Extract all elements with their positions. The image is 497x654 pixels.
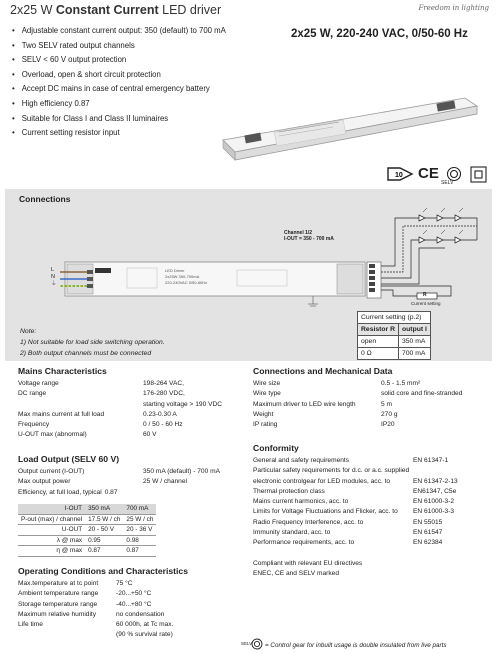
title-prefix: 2x25 W (10, 3, 56, 17)
table-cell: 0.95 (85, 535, 123, 546)
spec-value: 350 mA (default) - 700 mA (143, 468, 220, 475)
pin-earth: ⏚ (51, 281, 57, 287)
svg-text:220-240VAC 0/50-60Hz: 220-240VAC 0/50-60Hz (165, 280, 208, 285)
spec-key: Max mains current at full load (18, 410, 105, 418)
connection-notes (20, 326, 165, 359)
footer-selv-label: SELV (241, 641, 253, 646)
spec-value: EN 61000-3-3 (413, 508, 455, 516)
footer-note: = Control gear for inbuilt usage is double insulated from live parts (265, 642, 447, 649)
resistor-label: R (423, 292, 427, 298)
spec-key: Efficiency, at full load, typical (18, 488, 102, 496)
spec-key: Storage temperature range (18, 600, 98, 608)
spec-row (253, 410, 462, 420)
table-row (358, 348, 431, 360)
spec-row (253, 528, 458, 538)
channel-label: Channel 1/2 (284, 230, 313, 236)
spec-row (253, 497, 458, 507)
spec-row (253, 466, 458, 476)
feature-item: • Two SELV rated output channels (12, 39, 226, 54)
spec-key: Wire size (253, 380, 281, 387)
spec-row (18, 420, 222, 430)
spec-row (18, 488, 220, 498)
spec-value: no condensation (116, 610, 165, 618)
table-row (18, 525, 156, 536)
spec-value: IP20 (381, 421, 395, 429)
table-cell: 20 - 50 V (85, 525, 123, 536)
spec-value: 198-264 VAC, (143, 380, 184, 387)
load-list (18, 467, 220, 498)
spec-key: Maximum relative humidity (18, 610, 97, 618)
table-cell: 0.87 (85, 546, 123, 557)
operating-list (18, 579, 173, 641)
class2-mark-icon (468, 164, 490, 186)
feature-list (12, 24, 226, 141)
product-subtitle: 2x25 W, 220-240 VAC, 0/50-60 Hz (291, 28, 468, 40)
table-cell: λ @ max (18, 535, 85, 546)
pin-n: N (51, 274, 55, 280)
spec-value: 0.5 - 1.5 mm² (381, 380, 421, 387)
spec-value: solid core and fine-stranded (381, 390, 463, 398)
spec-value: 0.23-0.30 A (143, 410, 177, 418)
current-setting-table (357, 311, 431, 360)
spec-key (18, 400, 143, 410)
spec-row (18, 410, 222, 420)
spec-key: Frequency (18, 421, 50, 429)
spec-row (253, 420, 462, 430)
operating-point-table (18, 504, 156, 557)
spec-row (253, 507, 458, 517)
spec-row (253, 379, 462, 389)
spec-key: Weight (253, 410, 274, 418)
spec-row (253, 518, 458, 528)
spec-row (18, 579, 173, 589)
table-header: 700 mA (123, 504, 156, 514)
spec-key: Output current (I-OUT) (18, 468, 85, 475)
spec-key: General and safety requirements (253, 457, 350, 464)
spec-value: EN 61000-3-2 (413, 498, 455, 506)
spec-row (18, 600, 173, 610)
spec-value: 0.87 (104, 488, 118, 496)
table-title: Current setting (p.2) (358, 312, 431, 324)
spec-value: -20...+50 °C (116, 590, 152, 598)
spec-value: EN 62384 (413, 539, 443, 547)
spec-value: 270 g (381, 410, 398, 418)
feature-item: • Current setting resistor input (12, 126, 226, 141)
conformity-heading: Conformity (253, 443, 299, 453)
spec-row (18, 589, 173, 599)
feature-item: • Adjustable constant current output: 350 (default) to 700 mA (12, 24, 226, 39)
spec-row (18, 467, 220, 477)
feature-item: • Overload, open & short circuit protection (12, 68, 226, 83)
spec-key: U-OUT max (abnormal) (18, 431, 87, 439)
spec-row (18, 379, 222, 389)
spec-key: Voltage range (18, 380, 59, 387)
pin-l: L (51, 267, 55, 273)
mains-list (18, 379, 222, 441)
ce-mark: CE (418, 165, 439, 182)
spec-value: EN61347, C5e (413, 487, 457, 495)
spec-key: Life time (18, 621, 43, 629)
mechanical-list (253, 379, 462, 430)
brand-tagline: Freedom in lighting (418, 4, 489, 12)
svg-text:2x25W 350-700mA: 2x25W 350-700mA (165, 274, 200, 279)
table-cell: η @ max (18, 546, 85, 557)
current-setting-label: Current setting (411, 301, 441, 306)
wiring-diagram (5, 200, 495, 315)
spec-row (253, 389, 462, 399)
product-image (215, 90, 495, 165)
table-cell: 0.87 (123, 546, 156, 557)
spec-value: 75 °C (116, 580, 133, 587)
mechanical-heading: Connections and Mechanical Data (253, 366, 393, 376)
table-cell: P-out (max) / channel (18, 514, 85, 525)
spec-key: Performance requirements, acc. to (253, 539, 355, 547)
table-cell: 350 mA (399, 336, 431, 348)
note-title: Note: (20, 328, 37, 335)
spec-value: (90 % survival rate) (116, 631, 173, 639)
table-header: output I (399, 324, 431, 336)
spec-key: Limits for Voltage Fluctuations and Flicker, acc. to (253, 508, 398, 516)
table-row (18, 535, 156, 546)
spec-value: 25 W / channel (143, 478, 187, 486)
table-cell: 25 W / ch (123, 514, 156, 525)
svg-text:10: 10 (395, 172, 403, 179)
note-item: 1) Not suitable for load side switching operation. (20, 339, 165, 346)
operating-heading: Operating Conditions and Characteristics (18, 566, 188, 576)
spec-key: Max output power (18, 478, 71, 486)
table-row (18, 514, 156, 525)
spec-row (253, 538, 458, 548)
title-bold: Constant Current (55, 3, 159, 17)
connections-heading: Connections (19, 194, 71, 204)
spec-value: starting voltage > 190 VDC (143, 400, 222, 408)
spec-value: 60 V (143, 431, 157, 439)
spec-row (18, 389, 222, 399)
spec-value: -40...+80 °C (116, 600, 152, 608)
enec-mark-icon (384, 165, 416, 183)
page-title (10, 3, 221, 17)
spec-key: Maximum driver to LED wire length (253, 400, 356, 408)
table-header: I-OUT (18, 504, 85, 514)
spec-key (18, 630, 116, 640)
spec-row (253, 487, 458, 497)
spec-row (18, 400, 222, 410)
spec-row (18, 620, 173, 630)
feature-item: • SELV < 60 V output protection (12, 53, 226, 68)
spec-key: Mains current harmonics, acc. to (253, 498, 349, 506)
title-suffix: LED driver (158, 3, 222, 17)
table-cell: 20 - 36 V (123, 525, 156, 536)
table-row (18, 546, 156, 557)
spec-row (18, 477, 220, 487)
selv-label: SELV (441, 180, 454, 186)
spec-key: Thermal protection class (253, 487, 325, 495)
note-item: 2) Both output channels must be connected (20, 350, 152, 357)
spec-row (253, 400, 462, 410)
spec-row (18, 630, 173, 640)
table-cell: 0 Ω (358, 348, 399, 360)
selv-double-insulation-icon (251, 638, 263, 650)
mains-heading: Mains Characteristics (18, 366, 107, 376)
mains-pin-labels (51, 267, 57, 288)
table-cell: open (358, 336, 399, 348)
table-header: 350 mA (85, 504, 123, 514)
spec-value: EN 61347-2-13 (413, 477, 458, 485)
spec-key: Wire type (253, 390, 281, 398)
spec-key: electronic controlgear for LED modules, acc. to (253, 477, 391, 485)
load-heading: Load Output (SELV 60 V) (18, 454, 120, 464)
feature-item: • Suitable for Class I and Class II luminaires (12, 112, 226, 127)
spec-key: Immunity standard, acc. to (253, 529, 331, 537)
spec-key: Particular safety requirements for d.c. or a.c. supplied (253, 467, 410, 475)
spec-row (253, 477, 458, 487)
spec-value: 176-280 VDC, (143, 390, 185, 398)
spec-row (253, 456, 458, 466)
table-header: Resistor R (358, 324, 399, 336)
channel-current-label: I-OUT = 350 - 700 mA (284, 236, 334, 242)
spec-value: EN 55015 (413, 518, 443, 526)
spec-row (18, 430, 222, 440)
spec-row (18, 610, 173, 620)
table-cell: 17.5 W / ch (85, 514, 123, 525)
spec-value: 60 000h, at Tc max. (116, 621, 174, 629)
spec-value: EN 61347-1 (413, 457, 449, 464)
spec-key: Radio Frequency Interference, acc. to (253, 518, 364, 526)
conformity-list (253, 456, 458, 579)
spec-key: IP rating (253, 421, 278, 429)
table-cell: 0.98 (123, 535, 156, 546)
table-cell: 700 mA (399, 348, 431, 360)
spec-value: EN 61547 (413, 529, 443, 537)
spec-value: 5 m (381, 400, 392, 408)
conformity-note: Compliant with relevant EU directives (253, 559, 363, 567)
spec-key: DC range (18, 390, 47, 398)
table-cell: U-OUT (18, 525, 85, 536)
feature-item: • Accept DC mains in case of central emergency battery (12, 82, 226, 97)
table-row (358, 336, 431, 348)
spec-value: 0 / 50 - 60 Hz (143, 421, 183, 429)
spec-key: Ambient temperature range (18, 590, 99, 598)
spec-key: Max.temperature at tc point (18, 580, 99, 587)
conformity-note: ENEC, CE and SELV marked (253, 569, 339, 577)
feature-item: • High efficiency 0.87 (12, 97, 226, 112)
svg-text:LED Driver: LED Driver (165, 268, 185, 273)
